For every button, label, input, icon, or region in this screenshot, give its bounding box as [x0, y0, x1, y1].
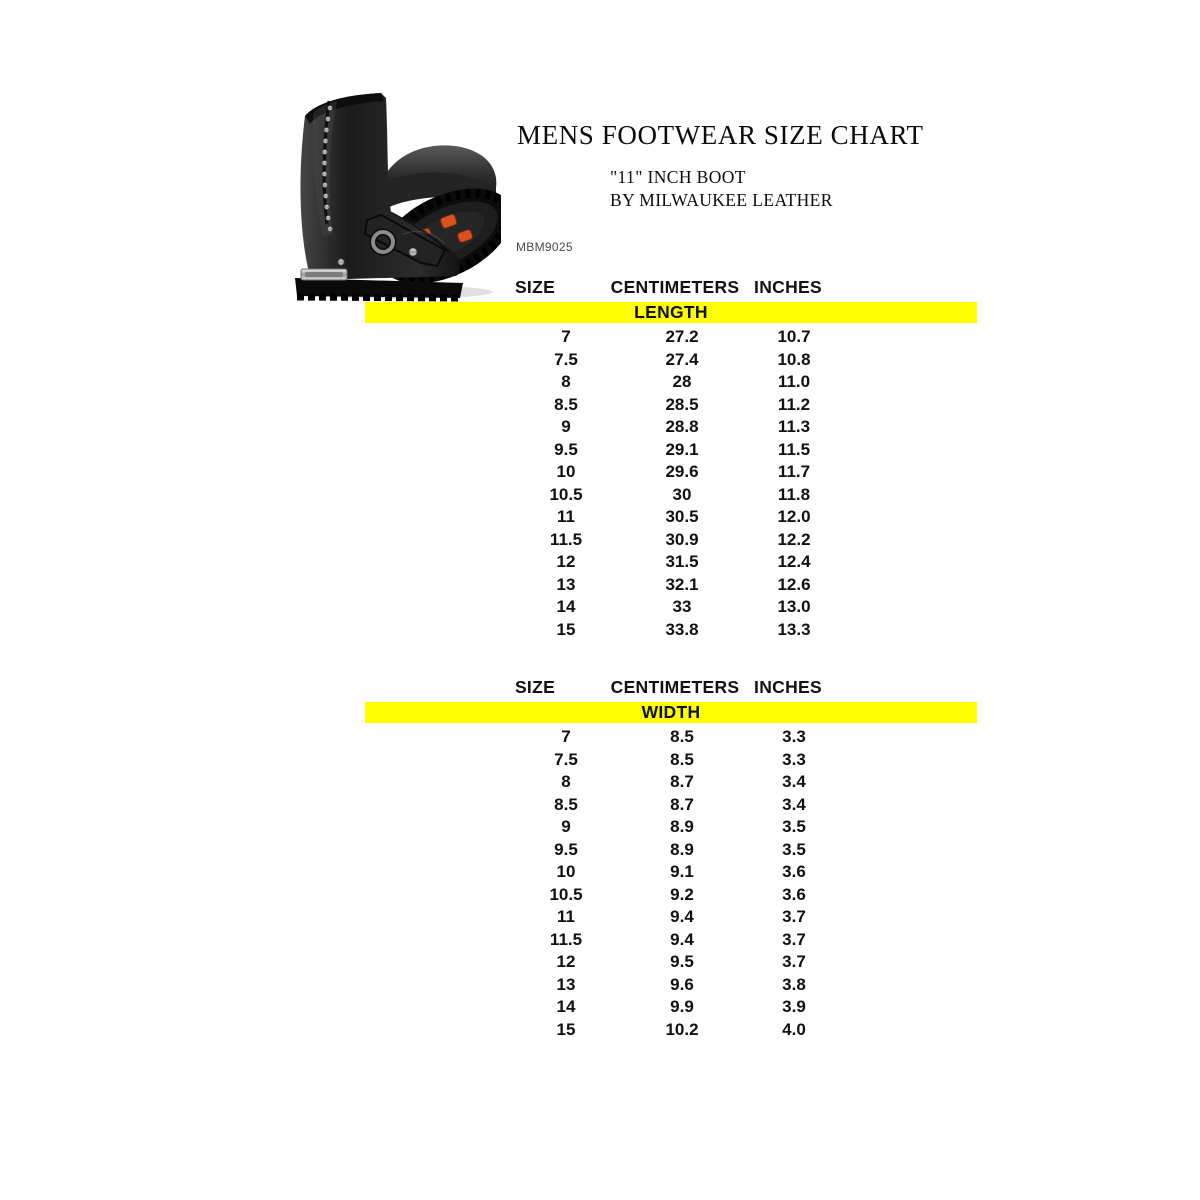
cell-centimeters: 9.4	[670, 907, 694, 926]
cell-centimeters: 9.6	[670, 974, 694, 994]
boots-illustration	[283, 84, 501, 302]
cell-inches: 11.5	[777, 439, 811, 459]
cell-inches: 3.5	[782, 839, 806, 859]
cell-size: 8	[561, 772, 571, 791]
cell-inches: 3.8	[782, 974, 806, 994]
cell-size: 9.5	[554, 439, 578, 459]
cell-inches: 10.8	[777, 349, 811, 369]
cell-centimeters: 33.8	[665, 619, 699, 639]
table-row	[365, 529, 977, 552]
table-row	[365, 974, 977, 997]
cell-inches: 11.3	[777, 417, 811, 436]
col-header-size: SIZE	[514, 277, 556, 297]
cell-centimeters: 10.2	[665, 1019, 699, 1039]
cell-centimeters: 30	[672, 484, 692, 504]
table-row	[365, 816, 977, 839]
cell-centimeters: 33	[672, 597, 692, 616]
cell-centimeters: 27.4	[665, 349, 699, 369]
cell-inches: 3.3	[782, 727, 806, 746]
cell-centimeters: 28.8	[665, 417, 699, 436]
cell-size: 7	[561, 327, 571, 346]
cell-size: 9.5	[554, 839, 578, 859]
product-photo	[283, 84, 501, 302]
table-row	[365, 416, 977, 439]
model-number: MBM9025	[516, 240, 573, 254]
cell-inches: 3.7	[782, 952, 806, 971]
col-header-centimeters: CENTIMETERS	[610, 677, 740, 697]
cell-inches: 3.7	[782, 929, 806, 949]
cell-inches: 3.7	[782, 907, 806, 926]
cell-inches: 11.8	[777, 484, 811, 504]
cell-size: 11.5	[549, 529, 583, 549]
width-table-body	[365, 726, 977, 1041]
cell-size: 7	[561, 727, 571, 746]
cell-size: 12	[556, 552, 576, 571]
table-row	[365, 726, 977, 749]
page-title: MENS FOOTWEAR SIZE CHART	[517, 120, 924, 150]
cell-centimeters: 27.2	[665, 327, 699, 346]
cell-centimeters: 29.6	[665, 462, 699, 481]
cell-centimeters: 8.7	[670, 772, 694, 791]
cell-centimeters: 31.5	[665, 552, 699, 571]
table-row	[365, 484, 977, 507]
cell-centimeters: 8.5	[670, 727, 694, 746]
width-table	[365, 677, 977, 1039]
cell-inches: 3.4	[782, 772, 806, 791]
table-row	[365, 551, 977, 574]
table-row	[365, 1019, 977, 1042]
cell-size: 12	[556, 952, 576, 971]
cell-inches: 3.4	[782, 794, 806, 814]
col-header-inches: INCHES	[754, 277, 822, 297]
cell-centimeters: 9.1	[670, 862, 694, 881]
cell-size: 10	[556, 862, 576, 881]
col-header-size: SIZE	[514, 677, 556, 697]
cell-size: 10.5	[549, 484, 583, 504]
cell-inches: 12.0	[777, 507, 811, 526]
cell-centimeters: 8.9	[670, 817, 694, 836]
table-row	[365, 371, 977, 394]
length-table-header	[365, 277, 977, 297]
cell-inches: 11.7	[777, 462, 811, 481]
length-banner: LENGTH	[365, 302, 977, 323]
cell-centimeters: 32.1	[665, 574, 699, 594]
subtitle-brand: BY MILWAUKEE LEATHER	[610, 190, 833, 210]
cell-inches: 10.7	[777, 327, 811, 346]
col-header-inches: INCHES	[754, 677, 822, 697]
cell-size: 10.5	[549, 884, 583, 904]
table-row	[365, 619, 977, 642]
cell-centimeters: 8.9	[670, 839, 694, 859]
table-row	[365, 839, 977, 862]
cell-size: 7.5	[554, 749, 578, 769]
length-table-body	[365, 326, 977, 641]
cell-centimeters: 9.4	[670, 929, 694, 949]
cell-size: 10	[556, 462, 576, 481]
cell-size: 8.5	[554, 394, 578, 414]
cell-size: 8	[561, 372, 571, 391]
cell-centimeters: 8.5	[670, 749, 694, 769]
cell-size: 11	[557, 907, 575, 926]
cell-centimeters: 30.9	[665, 529, 699, 549]
cell-inches: 11.0	[777, 372, 811, 391]
cell-inches: 13.3	[777, 619, 811, 639]
cell-size: 13	[556, 974, 576, 994]
table-row	[365, 861, 977, 884]
width-table-header	[365, 677, 977, 697]
table-row	[365, 996, 977, 1019]
table-row	[365, 574, 977, 597]
subtitle-boot-height: "11" INCH BOOT	[610, 167, 746, 187]
cell-inches: 3.6	[782, 884, 806, 904]
cell-size: 15	[556, 1019, 576, 1039]
table-row	[365, 439, 977, 462]
cell-centimeters: 9.5	[670, 952, 694, 971]
cell-inches: 3.6	[782, 862, 806, 881]
cell-size: 14	[556, 997, 576, 1016]
cell-size: 8.5	[554, 794, 578, 814]
cell-centimeters: 28.5	[665, 394, 699, 414]
cell-centimeters: 9.9	[670, 997, 694, 1016]
table-row	[365, 506, 977, 529]
table-row	[365, 326, 977, 349]
table-row	[365, 596, 977, 619]
cell-centimeters: 8.7	[670, 794, 694, 814]
table-row	[365, 461, 977, 484]
table-row	[365, 794, 977, 817]
cell-size: 15	[556, 619, 576, 639]
col-header-centimeters: CENTIMETERS	[610, 277, 740, 297]
cell-inches: 12.2	[777, 529, 811, 549]
cell-centimeters: 29.1	[665, 439, 699, 459]
cell-size: 9	[561, 417, 571, 436]
cell-inches: 12.6	[777, 574, 811, 594]
table-row	[365, 771, 977, 794]
cell-inches: 3.5	[782, 817, 806, 836]
table-row	[365, 951, 977, 974]
cell-size: 14	[556, 597, 576, 616]
cell-size: 7.5	[554, 349, 578, 369]
harness-stud	[409, 248, 417, 256]
table-row	[365, 749, 977, 772]
table-row	[365, 906, 977, 929]
length-table	[365, 277, 977, 639]
cell-inches: 13.0	[777, 597, 811, 616]
cell-centimeters: 30.5	[665, 507, 699, 526]
cell-size: 13	[556, 574, 576, 594]
cell-inches: 4.0	[782, 1019, 806, 1039]
table-row	[365, 394, 977, 417]
cell-size: 9	[561, 817, 571, 836]
table-row	[365, 929, 977, 952]
cell-centimeters: 9.2	[670, 884, 694, 904]
cell-centimeters: 28	[672, 372, 692, 391]
cell-inches: 11.2	[777, 394, 811, 414]
table-row	[365, 884, 977, 907]
cell-inches: 3.9	[782, 997, 806, 1016]
cell-inches: 12.4	[777, 552, 811, 571]
cell-size: 11.5	[549, 929, 583, 949]
table-row	[365, 349, 977, 372]
subtitle-block	[610, 166, 833, 212]
width-banner: WIDTH	[365, 702, 977, 723]
cell-inches: 3.3	[782, 749, 806, 769]
cell-size: 11	[557, 507, 575, 526]
